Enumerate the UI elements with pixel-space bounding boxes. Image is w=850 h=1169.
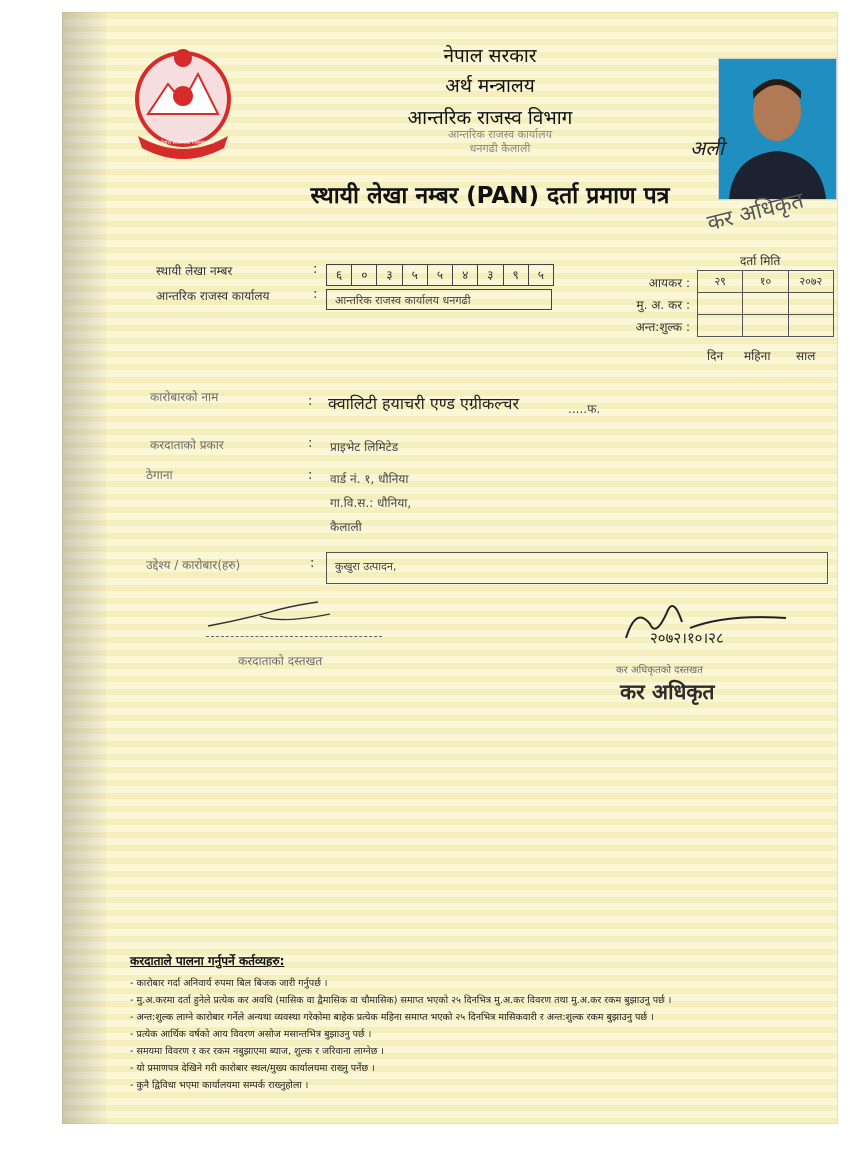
date-year <box>789 293 833 314</box>
registration-date-title: दर्ता मिति <box>740 254 781 268</box>
date-row-excise <box>698 315 833 336</box>
pan-digit: ५ <box>537 268 544 282</box>
ministry-name: अर्थ मन्त्रालय <box>445 75 535 97</box>
income-tax-label: आयकर : <box>648 276 690 290</box>
office-label: आन्तरिक राजस्व कार्यालय <box>156 289 270 303</box>
photo-signature: अली <box>690 136 725 160</box>
duty-item: - अन्त:शुल्क लाग्ने कारोबार गर्नेले अन्यथा व्यवस्था गरेकोमा बाहेक प्रत्येक महिना समाप्त भएको २५ दिनभित्र मासिकवारी र अन्त:शुल्क रकम बुझाउनु पर्छ । <box>130 1012 654 1023</box>
pan-digit: ० <box>352 265 377 285</box>
faint-stamp-line1: आन्तरिक राजस्व कार्यालय <box>448 128 552 141</box>
business-name-value: क्वालिटी हयाचरी एण्ड एग्रीकल्चर <box>328 394 520 413</box>
duty-item: - कारोबार गर्दा अनिवार्य रुपमा बिल बिजक जारी गर्नुपर्छ । <box>130 978 328 989</box>
duty-item: - प्रत्येक आर्थिक वर्षको आय विवरण असोज मसान्तभित्र बुझाउनु पर्छ । <box>130 1029 372 1040</box>
business-name-suffix: .....फ. <box>568 402 601 416</box>
pan-digit: ३ <box>377 265 402 285</box>
address-colon: : <box>308 468 313 483</box>
duty-item: - कुनै द्विविधा भएमा कार्यालयमा सम्पर्क राख्नुहोला । <box>130 1080 309 1091</box>
pan-digit: ५ <box>403 265 428 285</box>
date-year <box>789 315 833 336</box>
address-line-2: गा.वि.स.: धौनिया, <box>330 496 412 510</box>
person-photo-icon <box>719 59 836 199</box>
date-month <box>743 315 788 336</box>
pan-number-box <box>326 264 554 286</box>
taxpayer-type-label: करदाताको प्रकार <box>150 438 224 452</box>
taxpayer-signature-icon <box>200 590 360 640</box>
office-value: आन्तरिक राजस्व कार्यालय धनगढी <box>326 289 552 310</box>
faint-office-stamp <box>420 128 580 156</box>
business-name-colon: : <box>308 394 313 409</box>
objective-colon: : <box>310 556 315 571</box>
gov-name: नेपाल सरकार <box>443 45 537 67</box>
department-name: आन्तरिक राजस्व विभाग <box>407 107 573 129</box>
taxpayer-type-colon: : <box>308 436 313 451</box>
address-line-1: वार्ड नं. १, धौनिया <box>330 472 409 486</box>
taxpayer-type-value: प्राइभेट लिमिटेड <box>330 440 399 454</box>
address-label: ठेगाना <box>146 468 173 482</box>
date-row-income-tax <box>698 271 833 293</box>
duties-title: करदाताले पालना गर्नुपर्ने कर्तव्यहरु: <box>130 954 285 968</box>
duty-item: - यो प्रमाणपत्र देखिने गरी कारोबार स्थल/मुख्य कार्यालयमा राख्नु पर्नेछ । <box>130 1063 375 1074</box>
registration-date-grid <box>697 270 834 337</box>
date-month: १० <box>743 271 788 292</box>
pan-colon: : <box>313 262 318 277</box>
col-year-label: साल <box>796 349 816 363</box>
excise-label: अन्त:शुल्क : <box>635 320 690 334</box>
pan-digit: ९ <box>504 265 529 285</box>
faint-stamp-line2: धनगढी कैलाली <box>469 142 531 155</box>
objective-label: उद्देश्य / कारोबार(हरु) <box>146 558 241 572</box>
vat-label: मु. अ. कर : <box>636 298 690 312</box>
duty-item: - मु.अ.करमा दर्ता हुनेले प्रत्येक कर अवधि (मासिक वा द्वैमासिक वा चौमासिक) समाप्त भएको २५ दिनभित्र मु.अ.कर विवरण तथा मु.अ.कर रकम बुझाउनु पर्छ । <box>130 995 672 1006</box>
taxpayer-signature-line <box>206 636 382 637</box>
pan-label: स्थायी लेखा नम्बर <box>156 264 233 278</box>
duty-item: - समयमा विवरण र कर रकम नबुझाएमा ब्याज, शुल्क र जरिवाना लाग्नेछ । <box>130 1046 384 1057</box>
col-month-label: महिना <box>744 349 771 363</box>
officer-stamp: कर अधिकृत <box>620 680 715 704</box>
certificate-title: स्थायी लेखा नम्बर (PAN) दर्ता प्रमाण पत्र <box>310 183 670 209</box>
objective-value: कुखुरा उत्पादन, <box>335 560 397 573</box>
business-name-label: कारोबारको नाम <box>150 390 219 404</box>
col-day-label: दिन <box>707 349 724 363</box>
pan-digit: ६ <box>327 265 352 285</box>
date-day: २९ <box>698 271 743 292</box>
duties-list <box>130 975 830 1094</box>
photo-stamp: कर अधिकृत <box>704 188 807 237</box>
taxpayer-duties <box>130 952 830 1094</box>
office-colon: : <box>313 287 318 302</box>
taxpayer-signature-label: करदाताको दस्तखत <box>238 654 323 668</box>
date-day <box>698 293 743 314</box>
officer-signature-label: कर अधिकृतको दस्तखत <box>616 665 703 676</box>
pan-digit: ५ <box>428 265 453 285</box>
pan-digit: ३ <box>478 265 503 285</box>
address-line-3: कैलाली <box>330 520 362 534</box>
taxpayer-photo <box>718 58 837 200</box>
date-row-vat <box>698 293 833 315</box>
officer-signature-date: २०७२।१०।२८ <box>650 629 724 647</box>
pan-digit: ४ <box>453 265 478 285</box>
date-month <box>743 293 788 314</box>
nepal-emblem-icon <box>128 44 238 164</box>
date-year: २०७२ <box>799 275 823 288</box>
objective-box <box>326 552 828 584</box>
scan-shadow <box>62 12 106 1124</box>
date-day <box>698 315 743 336</box>
emblem-caption: श्री नेपाल सरकारको निशाना छाप <box>154 140 214 146</box>
